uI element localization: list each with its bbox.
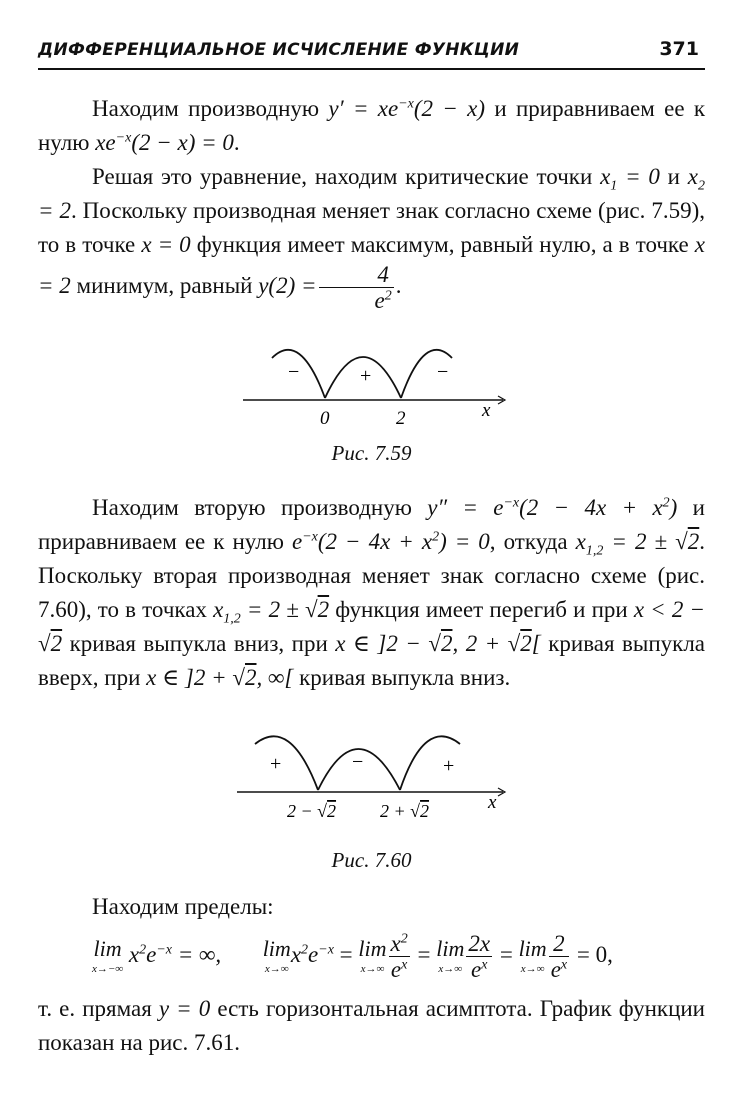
text: . xyxy=(395,273,402,299)
page-number: 371 xyxy=(659,38,699,60)
exponent: 2 xyxy=(400,931,408,947)
formula-part: y′ = xe xyxy=(328,96,399,121)
formula-part: x xyxy=(390,930,401,956)
exponent: −x xyxy=(318,942,334,958)
chapter-title: ДИФФЕРЕНЦИАЛЬНОЕ ИСЧИСЛЕНИЕ ФУНКЦИИ xyxy=(38,40,520,60)
lim-subscript: x→∞ xyxy=(360,963,385,976)
text: Находим вторую производную xyxy=(92,495,428,520)
text: функция имеет максимум, равный нулю, а в точке xyxy=(190,232,695,257)
paragraph-first-derivative xyxy=(38,92,705,160)
sign-middle: + xyxy=(360,365,372,387)
formula-part: e xyxy=(550,957,561,983)
equals-sign: = xyxy=(417,942,431,967)
numerator xyxy=(389,931,410,957)
text: кривая выпукла вверх, при xyxy=(38,631,706,690)
fraction-4-over-e2 xyxy=(319,262,394,314)
axis-label-x: x xyxy=(488,792,497,813)
formula-interval-2 xyxy=(335,631,541,656)
formula-part: (2 − 4x + x xyxy=(519,495,663,520)
formula-part: = 0 xyxy=(617,164,660,189)
tick-2: 2 xyxy=(396,408,406,429)
formula-part: x xyxy=(213,597,224,622)
formula-part: (2 − x) xyxy=(413,96,486,121)
formula-part: (2 − 4x + x xyxy=(317,529,433,554)
formula-part: e xyxy=(146,942,157,967)
lim-word: lim xyxy=(93,936,122,962)
limits-formula-line xyxy=(92,930,712,983)
formula-part: x xyxy=(575,529,586,554)
paragraph-limits-intro: Находим пределы: xyxy=(92,894,274,919)
denominator-base: e xyxy=(374,288,385,314)
tick-2-plus-sqrt2 xyxy=(380,801,429,821)
formula-part: = 2 xyxy=(38,198,71,223)
limit-minus-infinity xyxy=(92,938,123,975)
text: функция имеет перегиб и при xyxy=(329,597,634,622)
text: и приравниваем ее к нулю xyxy=(38,96,706,155)
formula-part: , ∞[ xyxy=(256,665,294,690)
limit-step-2 xyxy=(436,938,464,975)
exponent: −x xyxy=(302,529,318,545)
radicand: 2 xyxy=(520,631,532,656)
formula-inflection-points xyxy=(213,597,330,627)
tick-part: 2 − √ xyxy=(287,801,328,821)
lim-subscript: x→∞ xyxy=(264,963,289,976)
formula-part: = 2 ± √ xyxy=(240,597,318,622)
sign-middle: − xyxy=(352,751,364,773)
formula-part: = 2 ± √ xyxy=(603,529,688,554)
lim-subscript: x→∞ xyxy=(438,963,463,976)
tick-2-minus-sqrt2 xyxy=(287,801,336,821)
formula-part: e xyxy=(471,957,482,983)
equals-sign: = xyxy=(499,942,513,967)
lim-word: lim xyxy=(436,936,465,962)
exponent: −x xyxy=(503,495,520,511)
numerator: 2 xyxy=(549,931,569,957)
text: кривая выпукла вниз. xyxy=(293,665,511,690)
formula-part: y″ = e xyxy=(427,495,504,520)
exponent: 2 xyxy=(662,495,670,511)
radicand: 2 xyxy=(317,597,330,622)
text: есть горизонтальная асимптота. График функции показан на рис. 7.61. xyxy=(38,996,705,1055)
arc-left xyxy=(255,736,318,790)
sign-left: − xyxy=(288,361,300,383)
formula-part: e xyxy=(291,529,303,554)
formula-equation xyxy=(95,130,234,155)
exponent: x xyxy=(401,957,408,973)
fraction-2-over-ex xyxy=(549,931,569,983)
exponent: x xyxy=(560,957,568,973)
lim-subscript: x→∞ xyxy=(520,963,545,976)
formula-second-derivative xyxy=(427,495,677,520)
lim-subscript: x→−∞ xyxy=(92,963,124,976)
lim-word: lim xyxy=(358,936,387,962)
limit-step-1 xyxy=(358,938,386,975)
axis-label-x: x xyxy=(482,400,491,421)
formula-x1 xyxy=(600,164,660,194)
tick-0: 0 xyxy=(320,408,330,429)
paragraph-critical-points xyxy=(38,160,705,314)
text: , откуда xyxy=(489,529,576,554)
radicand: 2 xyxy=(327,801,337,821)
caption-fig-7-59: Рис. 7.59 xyxy=(331,441,412,465)
formula-part: = 0, xyxy=(571,942,613,967)
equals-sign: = xyxy=(339,942,353,967)
formula-part: e xyxy=(308,942,319,967)
formula-part: x ∈ ]2 − √ xyxy=(335,631,441,656)
subscript: 1,2 xyxy=(223,611,241,627)
text: . xyxy=(233,130,240,155)
text: Находим производную xyxy=(92,96,329,121)
text: и приравниваем ее к нулю xyxy=(38,495,705,554)
formula-first-derivative xyxy=(328,96,485,121)
numerator: 4 xyxy=(319,262,394,288)
subscript: 2 xyxy=(698,178,705,194)
formula-second-eq xyxy=(292,529,490,554)
formula-x2-eq: x = 2 xyxy=(38,232,706,299)
limit-step-3 xyxy=(519,938,547,975)
exponent: −x xyxy=(156,942,173,958)
sign-right: + xyxy=(443,755,455,777)
caption-fig-7-60: Рис. 7.60 xyxy=(331,848,412,872)
subscript: 1,2 xyxy=(585,543,604,559)
formula-part: ) = 0 xyxy=(439,529,490,554)
text: кривая выпукла вниз, при xyxy=(62,631,336,656)
sign-diagram-first-derivative xyxy=(0,330,743,440)
paragraph-second-derivative xyxy=(38,491,705,695)
exponent: x xyxy=(481,957,488,973)
denominator xyxy=(549,957,569,982)
text: . Поскольку производная меняет знак согласно схеме (рис. 7.59), то в точке xyxy=(38,198,705,257)
exponent: 2 xyxy=(139,942,147,958)
limit-expression-1 xyxy=(129,942,221,967)
text: т. е. прямая xyxy=(38,996,159,1021)
radicand: 2 xyxy=(50,631,63,656)
text: Решая это уравнение, находим критические точки xyxy=(92,164,601,189)
radicand: 2 xyxy=(440,631,453,656)
formula-y0: y = 0 xyxy=(158,996,211,1021)
formula-part: x < 2 − √ xyxy=(38,597,705,656)
formula-part: , 2 + √ xyxy=(452,631,521,656)
formula-part: = ∞, xyxy=(172,942,222,967)
exponent: −x xyxy=(115,130,132,146)
sign-right: − xyxy=(437,361,449,383)
lim-word: lim xyxy=(518,936,547,962)
text: минимум, равный xyxy=(70,273,259,299)
paragraph-asymptote xyxy=(38,992,705,1060)
fraction-2x-over-ex xyxy=(466,931,492,983)
text: . Поскольку вторая производная меняет знак согласно схеме (рис. 7.60), то в точках xyxy=(38,529,705,622)
formula-part: [ xyxy=(531,631,541,656)
radicand: 2 xyxy=(245,665,257,690)
formula-part: xe xyxy=(95,130,116,155)
radicand: 2 xyxy=(687,529,700,554)
tick-part: 2 + √ xyxy=(380,801,421,821)
formula-part: e xyxy=(390,957,402,983)
denominator xyxy=(319,288,394,313)
denominator xyxy=(389,957,410,982)
radicand: 2 xyxy=(420,801,430,821)
denominator xyxy=(466,957,492,982)
formula-part: ) xyxy=(669,495,678,520)
formula-part: x xyxy=(128,942,140,967)
limit-expression-2 xyxy=(291,942,334,967)
sign-diagram-second-derivative xyxy=(0,722,743,832)
limit-plus-infinity xyxy=(263,938,291,975)
fraction-x2-over-ex xyxy=(389,931,410,983)
sign-left: + xyxy=(270,753,282,775)
formula-part: (2 − x) = 0 xyxy=(131,130,234,155)
running-header xyxy=(38,38,705,70)
formula-roots xyxy=(575,529,700,559)
formula-y2: y(2) = xyxy=(258,273,317,299)
lim-word: lim xyxy=(262,936,291,962)
exponent: 2 xyxy=(384,288,392,304)
formula-part: x xyxy=(687,164,698,189)
exponent: 2 xyxy=(301,942,309,958)
formula-x0: x = 0 xyxy=(141,232,191,257)
subscript: 1 xyxy=(610,178,618,194)
formula-part: x xyxy=(290,942,302,967)
exponent: −x xyxy=(398,96,414,112)
formula-part: x ∈ ]2 + √ xyxy=(146,665,245,690)
numerator: 2x xyxy=(468,930,491,956)
exponent: 2 xyxy=(432,529,440,545)
text: и xyxy=(659,164,688,189)
formula-interval-3 xyxy=(146,665,293,690)
formula-part: x xyxy=(600,164,611,189)
